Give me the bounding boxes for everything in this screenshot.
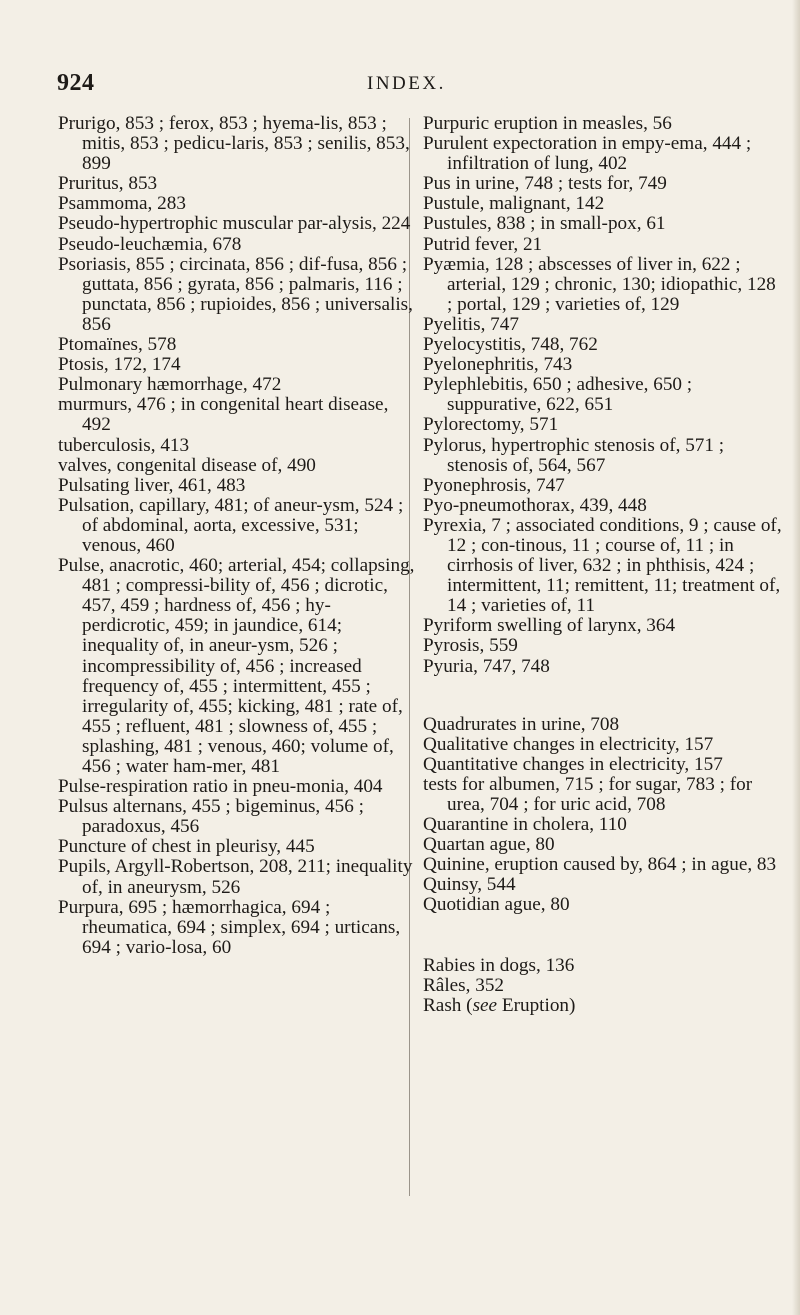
- index-entry: Pylorectomy, 571: [423, 414, 559, 436]
- index-entry: Pyrosis, 559: [423, 635, 518, 657]
- index-entry: Pyonephrosis, 747: [423, 474, 565, 496]
- running-head: INDEX.: [367, 73, 446, 94]
- index-entry: Quotidian ague, 80: [423, 894, 570, 916]
- index-entry: Quadrurates in urine, 708: [423, 713, 620, 735]
- index-entry: murmurs, 476 ; in congenital heart disease, 492: [58, 394, 389, 436]
- index-entry: Psoriasis, 855 ; circinata, 856 ; dif-fusa, 856 ; guttata, 856 ; gyrata, 856 ; palmaris, 116 ; punctata, 856 ; rupioides, 856 ; universalis, 856: [58, 253, 413, 335]
- index-entry: Pulsus alternans, 455 ; bigeminus, 456 ; paradoxus, 456: [58, 796, 364, 838]
- index-entry: Purulent expectoration in empy-ema, 444 ; infiltration of lung, 402: [423, 133, 752, 175]
- index-column-right: [423, 114, 783, 1016]
- index-entry: Pyuria, 747, 748: [423, 655, 550, 677]
- index-entry: Pus in urine, 748 ; tests for, 749: [423, 173, 667, 195]
- rash-suffix: Eruption): [497, 994, 576, 1016]
- index-entry: Pyelocystitis, 748, 762: [423, 334, 598, 356]
- index-column-left: [58, 114, 418, 958]
- index-entry: Pruritus, 853: [58, 173, 158, 195]
- index-entry: Pyelitis, 747: [423, 313, 519, 335]
- index-entry: Pustules, 838 ; in small-pox, 61: [423, 213, 666, 235]
- section-q-entries: [423, 715, 783, 916]
- index-entry: Pulse-respiration ratio in pneu-monia, 404: [58, 776, 383, 798]
- index-entry: Pylephlebitis, 650 ; adhesive, 650 ; suppurative, 622, 651: [423, 374, 693, 416]
- index-entry: Qualitative changes in electricity, 157: [423, 733, 714, 755]
- index-entry: Pustule, malignant, 142: [423, 193, 605, 215]
- index-entry: Pyelonephritis, 743: [423, 354, 573, 376]
- index-entry: Psammoma, 283: [58, 193, 186, 215]
- index-entry: Quantitative changes in electricity, 157: [423, 753, 723, 775]
- index-entry: Prurigo, 853 ; ferox, 853 ; hyema-lis, 853 ; mitis, 853 ; pedicu-laris, 853 ; senilis, 853, 899: [58, 113, 410, 175]
- index-entry: Pulsation, capillary, 481; of aneur-ysm, 524 ; of abdominal, aorta, excessive, 531; venous, 460: [58, 494, 404, 556]
- page-header: [0, 70, 800, 100]
- index-entry: Puncture of chest in pleurisy, 445: [58, 836, 315, 858]
- index-entry: valves, congenital disease of, 490: [58, 454, 316, 476]
- index-entry: Quinsy, 544: [423, 874, 516, 896]
- index-entry: Quarantine in cholera, 110: [423, 814, 627, 836]
- index-entry: Purpuric eruption in measles, 56: [423, 113, 672, 134]
- index-entry: tests for albumen, 715 ; for sugar, 783 ; for urea, 704 ; for uric acid, 708: [423, 773, 753, 815]
- index-entry-rash: [423, 996, 783, 1016]
- index-entry: tuberculosis, 413: [58, 434, 190, 456]
- index-entry: Pulsating liver, 461, 483: [58, 474, 246, 496]
- index-entry: Pylorus, hypertrophic stenosis of, 571 ; stenosis of, 564, 567: [423, 434, 725, 476]
- index-entry: Putrid fever, 21: [423, 233, 543, 255]
- page-number: 924: [57, 70, 95, 96]
- index-entry: Rabies in dogs, 136: [423, 954, 575, 976]
- index-entry: Pyriform swelling of larynx, 364: [423, 615, 676, 637]
- index-entry: Purpura, 695 ; hæmorrhagica, 694 ; rheumatica, 694 ; simplex, 694 ; urticans, 694 ; vario-losa, 60: [58, 896, 401, 958]
- see-reference: see: [472, 994, 498, 1016]
- index-entry: Pseudo-hypertrophic muscular par-alysis, 224: [58, 213, 411, 235]
- page-edge-shadow: [792, 0, 800, 1315]
- index-entry: Pyrexia, 7 ; associated conditions, 9 ; cause of, 12 ; con-tinous, 11 ; course of, 11 ; in cirrhosis of liver, 632 ; in phthisis, 424 ; intermittent, 11; remittent, 11; treatment of, 14 ; varieties of, 11: [423, 514, 782, 617]
- index-entry: Pyo-pneumothorax, 439, 448: [423, 494, 647, 516]
- index-entry: Pulse, anacrotic, 460; arterial, 454; collapsing, 481 ; compressi-bility of, 456 ; dicrotic, 457, 459 ; hardness of, 456 ; hy-perdicrotic, 459; in jaundice, 614; inequality of, in aneur-ysm, 526 ; incompressibility of, 456 ; increased frequency of, 455 ; intermittent, 455 ; irregularity of, 455; kicking, 481 ; rate of, 455 ; refluent, 481 ; slowness of, 455 ; splashing, 481 ; venous, 460; volume of, 456 ; water ham-mer, 481: [58, 555, 415, 777]
- section-p-entries: [423, 114, 783, 677]
- index-entry: Pyæmia, 128 ; abscesses of liver in, 622 ; arterial, 129 ; chronic, 130; idiopathic, 128 ; portal, 129 ; varieties of, 129: [423, 253, 776, 315]
- index-entry: Ptosis, 172, 174: [58, 354, 181, 376]
- index-entry: Pupils, Argyll-Robertson, 208, 211; inequality of, in aneurysm, 526: [58, 856, 413, 898]
- index-entry: Râles, 352: [423, 974, 505, 996]
- index-entry: Ptomaïnes, 578: [58, 334, 177, 356]
- rash-prefix: Rash (: [423, 994, 473, 1016]
- index-entry: Pulmonary hæmorrhage, 472: [58, 374, 282, 396]
- index-entry: Quartan ague, 80: [423, 834, 555, 856]
- index-entry: Pseudo-leuchæmia, 678: [58, 233, 242, 255]
- section-r-entries: [423, 956, 783, 1016]
- index-entry: Quinine, eruption caused by, 864 ; in ague, 83: [423, 854, 777, 876]
